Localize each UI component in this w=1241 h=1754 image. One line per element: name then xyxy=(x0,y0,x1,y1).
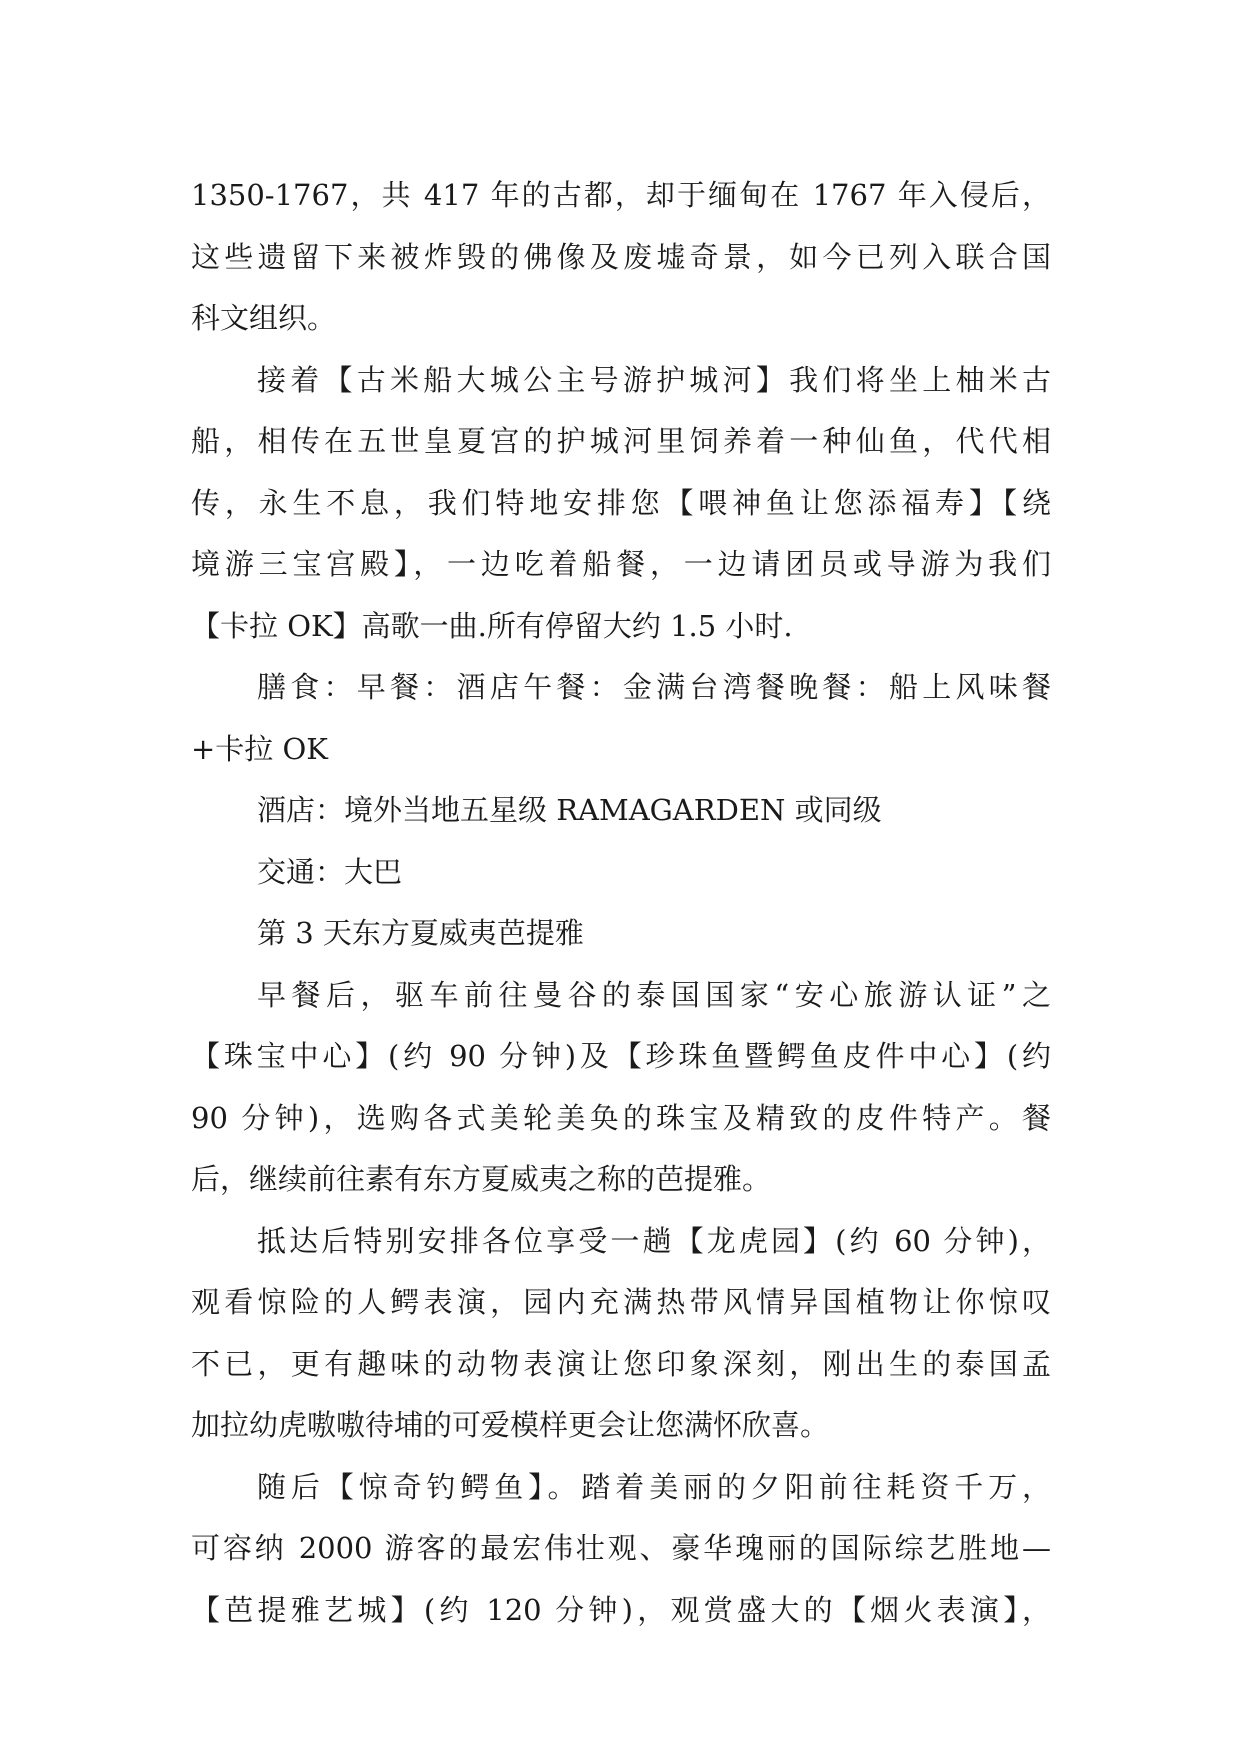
text-line: 【珠宝中心】(约 90 分钟)及【珍珠鱼暨鳄鱼皮件中心】(约 xyxy=(191,1039,1051,1073)
text-line: 这些遗留下来被炸毁的佛像及废墟奇景，如今已列入联合国 xyxy=(191,239,1051,274)
text-line: 船，相传在五世皇夏宫的护城河里饲养着一种仙鱼，代代相 xyxy=(191,424,1051,458)
text-line: 第 3 天东方夏威夷芭提雅 xyxy=(257,916,584,950)
text-line: 境游三宝宫殿】，一边吃着船餐，一边请团员或导游为我们 xyxy=(191,547,1051,581)
text-line: 1350-1767，共 417 年的古都，却于缅甸在 1767 年入侵后， xyxy=(191,178,1051,212)
text-line: 不已，更有趣味的动物表演让您印象深刻，刚出生的泰国孟 xyxy=(191,1346,1051,1381)
text-line: 90 分钟)，选购各式美轮美奂的珠宝及精致的皮件特产。餐 xyxy=(191,1100,1051,1135)
text-line: 观看惊险的人鳄表演，园内充满热带风情异国植物让你惊叹 xyxy=(191,1285,1051,1319)
text-line: 早餐后，驱车前往曼谷的泰国国家“安心旅游认证”之 xyxy=(257,977,1051,1012)
text-line: 传，永生不息，我们特地安排您【喂神鱼让您添福寿】【绕 xyxy=(191,485,1051,520)
body-text xyxy=(191,165,1051,1641)
text-line: 【卡拉 OK】高歌一曲.所有停留大约 1.5 小时. xyxy=(191,608,793,643)
text-line: 膳食：早餐：酒店午餐：金满台湾餐晚餐：船上风味餐 xyxy=(257,670,1051,704)
text-line: 接着【古米船大城公主号游护城河】我们将坐上柚米古 xyxy=(257,362,1051,397)
text-line: 酒店：境外当地五星级 RAMAGARDEN 或同级 xyxy=(257,793,882,827)
text-line: 科文组织。 xyxy=(191,301,337,335)
text-line: 可容纳 2000 游客的最宏伟壮观、豪华瑰丽的国际综艺胜地— xyxy=(191,1531,1051,1565)
text-line: 【芭提雅艺城】(约 120 分钟)，观赏盛大的【烟火表演】， xyxy=(191,1592,1051,1627)
text-line: 加拉幼虎嗷嗷待埔的可爱模样更会让您满怀欣喜。 xyxy=(191,1408,830,1442)
text-line: +卡拉 OK xyxy=(191,731,328,766)
text-line: 后，继续前往素有东方夏威夷之称的芭提雅。 xyxy=(191,1162,772,1196)
text-line: 交通：大巴 xyxy=(257,854,403,889)
text-line: 随后【惊奇钓鳄鱼】。踏着美丽的夕阳前往耗资千万， xyxy=(257,1469,1051,1504)
text-line: 抵达后特别安排各位享受一趟【龙虎园】(约 60 分钟)， xyxy=(257,1223,1051,1258)
